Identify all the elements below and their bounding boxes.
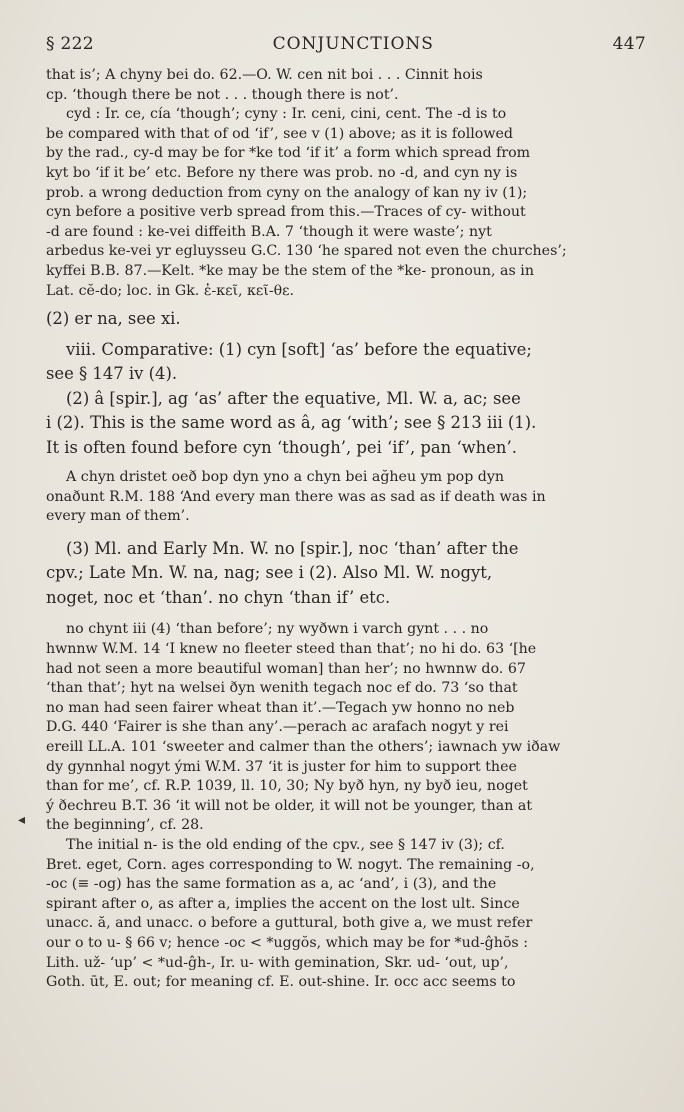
page-number: 447 <box>612 34 646 54</box>
text-line: The initial n- is the old ending of the cpv., see § 147 iv (3); cf. <box>66 836 505 853</box>
text-line: every man of them’. <box>46 508 190 525</box>
text-line: be compared with that of od ‘if’, see v (1) above; as it is followed <box>46 125 513 142</box>
text-line: dy gynnhal nogyt ými W.M. 37 ‘it is juster for him to support thee <box>46 758 517 775</box>
text-line: onaðunt R.M. 188 ‘And every man there was as sad as if death was in <box>46 488 546 505</box>
margin-arrow-icon: ◂ <box>18 812 26 828</box>
text-line: cp. ‘though there be not . . . though there is not’. <box>46 86 399 103</box>
text-line: our o to u- § 66 v; hence -oc < *uggŏs, which may be for *ud-ĝhŏs : <box>46 934 528 951</box>
section-number: § 222 <box>46 34 94 54</box>
running-title: CONJUNCTIONS <box>272 34 434 54</box>
text-line: the beginning’, cf. 28. <box>46 817 204 834</box>
paragraph-cyd <box>46 105 646 301</box>
text-line: hwnnw W.M. 14 ‘I knew no fleeter steed than that’; no hi do. 63 ‘[he <box>46 641 537 657</box>
paragraph-initial-n <box>46 836 646 993</box>
text-line: that is’; A chyny bei do. 62.—O. W. cen nit boi . . . Cinnit hois <box>46 67 483 83</box>
paragraph-intro <box>46 66 646 105</box>
text-line: It is often found before cyn ‘though’, pei ‘if’, pan ‘when’. <box>46 437 517 457</box>
text-line: noget, noc et ‘than’. no chyn ‘than if’ etc. <box>46 587 391 607</box>
text-line: Goth. ūt, E. out; for meaning cf. E. out-shine. Ir. occ acc seems to <box>46 974 516 991</box>
text-line: -d are found : ke-vei diffeith B.A. 7 ‘though it were waste’; nyt <box>46 223 492 240</box>
text-line: kyffei B.B. 87.—Kelt. *ke may be the stem of the *ke- pronoun, as in <box>46 262 534 279</box>
paragraph-er-na <box>46 307 646 332</box>
page-header <box>46 34 646 54</box>
text-line: Lat. cĕ-do; loc. in Gk. ἐ-κεῖ, κεῖ-θε. <box>46 282 295 299</box>
text-line: by the rad., cy-d may be for *ke tod ‘if it’ a form which spread from <box>46 145 531 162</box>
text-line: cyd : Ir. ce, cía ‘though’; cyny : Ir. ceni, cini, cent. The -d is to <box>66 106 507 123</box>
text-line: kyt bo ‘if it be’ etc. Before ny there was prob. no -d, and cyn ny is <box>46 164 518 181</box>
text-line: (2) er na, see xi. <box>46 309 181 329</box>
text-line: (3) Ml. and Early Mn. W. no [spir.], noc ‘than’ after the <box>66 538 519 558</box>
text-line: spirant after o, as after a, implies the accent on the lost ult. Since <box>46 895 520 912</box>
text-line: prob. a wrong deduction from cyny on the analogy of kan ny iv (1); <box>46 184 528 201</box>
text-line: ‘than that’; hyt na welsei ðyn wenith tegach noc ef do. 73 ‘so that <box>46 680 518 697</box>
text-line: Bret. eget, Corn. ages corresponding to W. nogyt. The remaining -o, <box>46 856 535 873</box>
paragraph-example-chyn <box>46 468 646 527</box>
text-line: Lith. už- ‘up’ < *ud-ĝh-, Ir. u- with gemination, Skr. ud- ‘out, up’, <box>46 954 509 971</box>
text-line: had not seen a more beautiful woman] than her’; no hwnnw do. 67 <box>46 660 526 677</box>
text-line: arbedus ke-vei yr egluysseu G.C. 130 ‘he spared not even the churches’; <box>46 243 567 260</box>
text-line: unacc. ă, and unacc. o before a guttural, both give a, we must refer <box>46 915 533 932</box>
text-line: D.G. 440 ‘Fairer is she than any’.—perach ac arafach nogyt y rei <box>46 719 509 736</box>
paragraph-comparative <box>46 338 646 387</box>
text-line: see § 147 iv (4). <box>46 364 178 384</box>
text-line: -oc (≡ -og) has the same formation as a, ac ‘and’, i (3), and the <box>46 876 497 893</box>
text-line: ereill LL.A. 101 ‘sweeter and calmer than the others’; iawnach yw iðaw <box>46 738 561 755</box>
text-line: i (2). This is the same word as â, ag ‘with’; see § 213 iii (1). <box>46 413 537 433</box>
text-line: no chynt iii (4) ‘than before’; ny wyðwn i varch gynt . . . no <box>66 621 489 638</box>
text-line: no man had seen fairer wheat than it’.—Tegach yw honno no neb <box>46 699 515 716</box>
text-line: cyn before a positive verb spread from this.—Traces of cy- without <box>46 204 526 221</box>
paragraph-no <box>46 537 646 611</box>
text-line: cpv.; Late Mn. W. na, nag; see i (2). Also Ml. W. nogyt, <box>46 563 493 583</box>
text-line: A chyn dristet oeð bop dyn yno a chyn bei ağheu ym pop dyn <box>66 469 505 486</box>
page-body <box>46 66 646 993</box>
text-line: viii. Comparative: (1) cyn [soft] ‘as’ before the equative; <box>66 339 532 359</box>
text-line: (2) â [spir.], ag ‘as’ after the equative, Ml. W. a, ac; see <box>66 388 521 408</box>
text-line: ý ðechreu B.T. 36 ‘it will not be older, it will not be younger, than at <box>46 797 533 814</box>
paragraph-a-ag <box>46 387 646 461</box>
text-line: than for me’, cf. R.P. 1039, ll. 10, 30; Ny byð hyn, ny byð ieu, noget <box>46 778 528 795</box>
paragraph-no-examples <box>46 620 646 836</box>
